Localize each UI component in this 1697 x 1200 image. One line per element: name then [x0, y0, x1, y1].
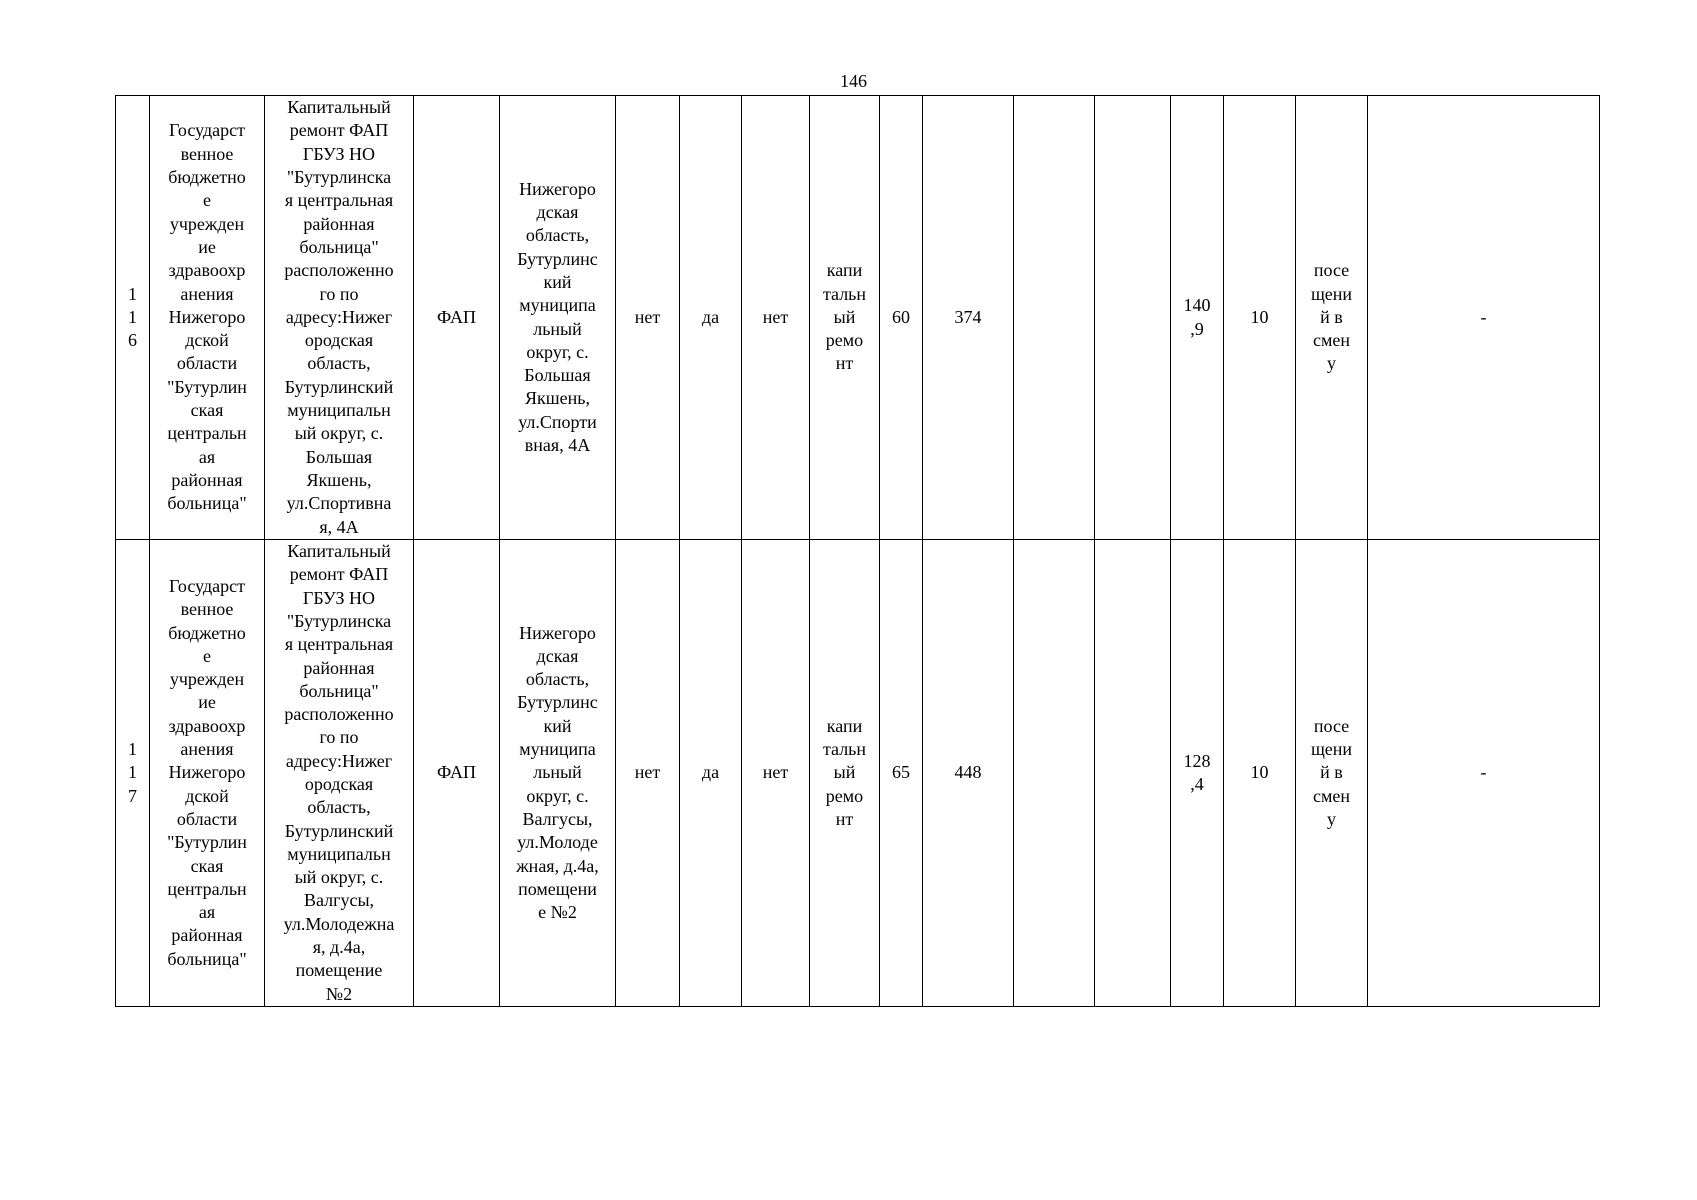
- object-type-cell: ФАП: [414, 540, 500, 1007]
- note-cell: -: [1368, 540, 1600, 1007]
- flag-cell-1: нет: [616, 540, 680, 1007]
- value-cell-2: 448: [923, 540, 1014, 1007]
- row-number: 1 1 7: [116, 540, 150, 1007]
- value-cell-1: 65: [880, 540, 923, 1007]
- object-type-cell: ФАП: [414, 96, 500, 540]
- work-type-cell: капи тальн ый ремо нт: [810, 540, 880, 1007]
- object-cell: Капитальный ремонт ФАП ГБУЗ НО "Бутурлинска я центральная районная больница" расположенно го по адресу:Нижег ородская область, Бутурлинский муниципальн ый округ, с. Валгусы, ул.Молодежна я, д.4а, помещение №2: [265, 540, 414, 1007]
- customer-cell: Государст венное бюджетно е учрежден ие здравоохр анения Нижегоро дской области "Бутурлин ская центральн ая районная больница": [150, 540, 265, 1007]
- flag-cell-1: нет: [616, 96, 680, 540]
- value-cell-2: 374: [923, 96, 1014, 540]
- empty-cell-1: [1014, 540, 1095, 1007]
- note-cell: -: [1368, 96, 1600, 540]
- flag-cell-2: да: [680, 540, 742, 1007]
- page-number: 146: [840, 71, 867, 91]
- address-cell: Нижегоро дская область, Бутурлинс кий муниципа льный округ, с. Большая Якшень, ул.Спорти вная, 4А: [500, 96, 616, 540]
- flag-cell-3: нет: [742, 540, 810, 1007]
- unit-cell: посе щени й в смен у: [1296, 540, 1368, 1007]
- value-cell-3: 128 ,4: [1171, 540, 1224, 1007]
- table-row: [116, 540, 1600, 1007]
- empty-cell-2: [1095, 96, 1171, 540]
- customer-cell: Государст венное бюджетно е учрежден ие здравоохр анения Нижегоро дской области "Бутурлин ская центральн ая районная больница": [150, 96, 265, 540]
- empty-cell-1: [1014, 96, 1095, 540]
- value-cell-4: 10: [1224, 96, 1296, 540]
- object-cell: Капитальный ремонт ФАП ГБУЗ НО "Бутурлинска я центральная районная больница" расположенно го по адресу:Нижег ородская область, Бутурлинский муниципальн ый округ, с. Большая Якшень, ул.Спортивна я, 4А: [265, 96, 414, 540]
- work-type-cell: капи тальн ый ремо нт: [810, 96, 880, 540]
- table-row: [116, 96, 1600, 540]
- value-cell-4: 10: [1224, 540, 1296, 1007]
- row-number: 1 1 6: [116, 96, 150, 540]
- value-cell-1: 60: [880, 96, 923, 540]
- flag-cell-2: да: [680, 96, 742, 540]
- address-cell: Нижегоро дская область, Бутурлинс кий муниципа льный округ, с. Валгусы, ул.Молоде жная, д.4а, помещени е №2: [500, 540, 616, 1007]
- empty-cell-2: [1095, 540, 1171, 1007]
- data-table: [115, 95, 1600, 1007]
- unit-cell: посе щени й в смен у: [1296, 96, 1368, 540]
- flag-cell-3: нет: [742, 96, 810, 540]
- value-cell-3: 140 ,9: [1171, 96, 1224, 540]
